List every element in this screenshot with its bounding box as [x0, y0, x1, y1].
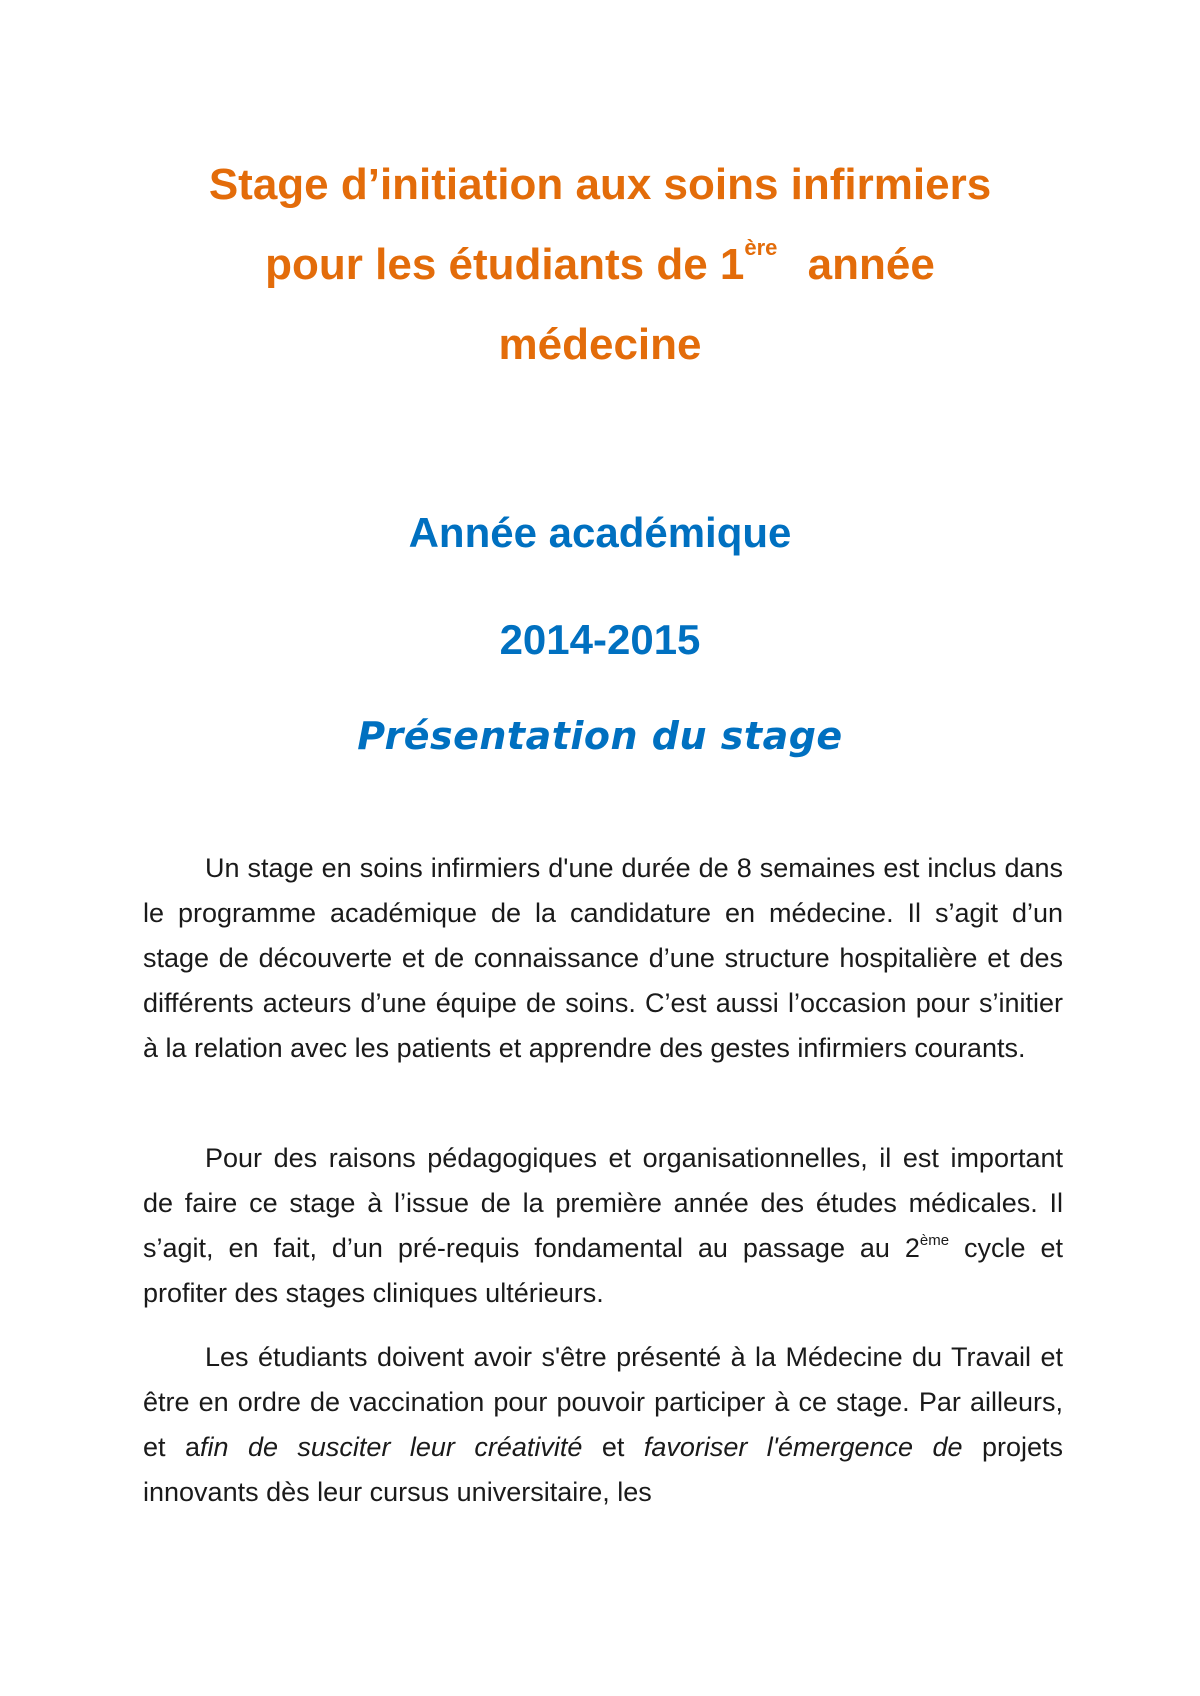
paragraph-3-part-2: et: [582, 1432, 644, 1462]
paragraph-3-part-1: Les étudiants doivent avoir s'être présenté à la Médecine du Travail et être en ordre de vaccination pour pouvoir participer à ce stage. Par ailleurs, et a: [143, 1342, 1063, 1462]
section-heading: Présentation du stage: [357, 714, 843, 758]
title-line-3: médecine: [498, 320, 702, 369]
title-line-2-superscript: ère: [744, 235, 778, 260]
paragraph-2-after-sup: cycle et profiter des stages cliniques ultérieurs.: [143, 1233, 1063, 1308]
paragraph-2-superscript: ème: [919, 1232, 950, 1249]
title-line-2-suffix: année: [807, 240, 935, 289]
paragraph-3-italic-1: fin de susciter leur créativité: [199, 1432, 583, 1462]
paragraph-2-text: [143, 1136, 1063, 1316]
document-title: [100, 145, 1100, 385]
paragraph-1: [143, 846, 1063, 1071]
paragraph-1-text: Un stage en soins infirmiers d'une durée de 8 semaines est inclus dans le programme académique de la candidature en médecine. Il s’agit d’un stage de découverte et de connaissance d’une structure hospitalière et des différents acteurs d’une équipe de soins. C’est aussi l’occasion pour s’initier à la relation avec les patients et apprendre des gestes infirmiers courants.: [143, 853, 1063, 1063]
paragraph-3-italic-2: favoriser l'émergence de: [643, 1432, 963, 1462]
title-line-2: [265, 235, 935, 289]
title-line-1: Stage d’initiation aux soins infirmiers: [208, 160, 992, 209]
paragraph-3-part-3: projets innovants dès leur cursus universitaire, les: [143, 1432, 1063, 1507]
academic-year-label: Année académique: [408, 509, 792, 556]
academic-year-value: 2014-2015: [499, 616, 701, 663]
paragraph-2-before-sup: Pour des raisons pédagogiques et organisationnelles, il est important de faire ce stage à l’issue de la première année des études médicales. Il s’agit, en fait, d’un pré-requis fondamental au passage au 2: [143, 1143, 1063, 1263]
paragraph-2: [143, 1136, 1063, 1316]
title-line-2-prefix: pour les étudiants de 1: [265, 240, 745, 289]
paragraph-3-text: [143, 1335, 1063, 1515]
paragraph-3: [143, 1335, 1063, 1515]
